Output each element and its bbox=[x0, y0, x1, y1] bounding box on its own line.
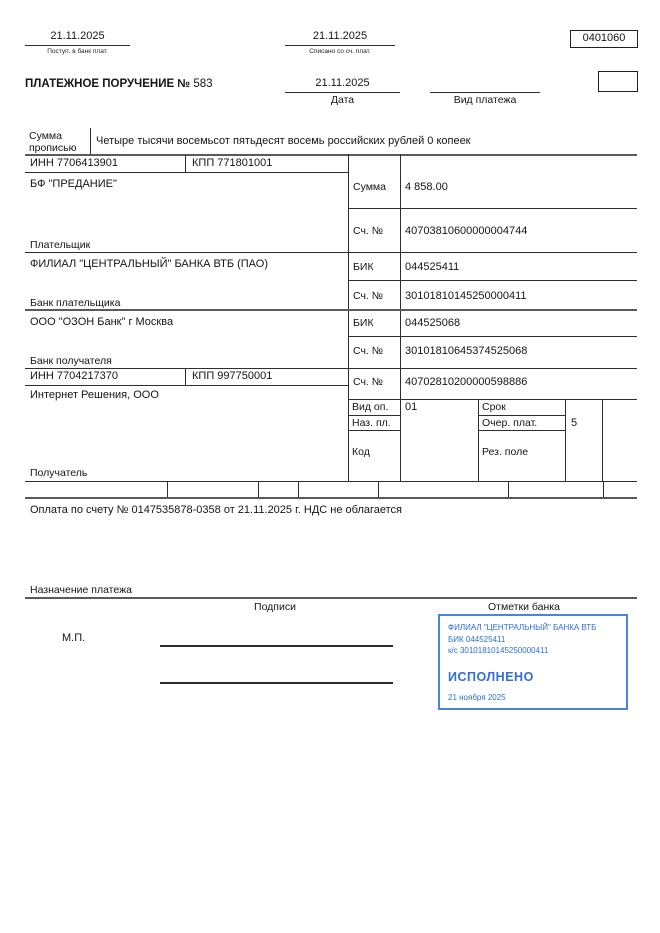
table-line bbox=[298, 481, 299, 497]
table-line bbox=[25, 385, 348, 386]
stamp-bank-name: ФИЛИАЛ "ЦЕНТРАЛЬНЫЙ" БАНКА ВТБ bbox=[448, 623, 597, 632]
debited-date: 21.11.2025 bbox=[312, 30, 368, 42]
table-line bbox=[508, 481, 509, 497]
payer-name: БФ "ПРЕДАНИЕ" bbox=[30, 178, 117, 190]
table-line bbox=[348, 336, 637, 337]
table-line bbox=[185, 155, 186, 172]
payer-inn: ИНН 7706413901 bbox=[30, 157, 119, 169]
signatures-label: Подписи bbox=[254, 601, 296, 613]
table-line bbox=[25, 252, 637, 253]
payee-bank-name: ООО "ОЗОН Банк" г Москва bbox=[30, 316, 174, 328]
table-line bbox=[348, 208, 637, 209]
table-line bbox=[25, 497, 637, 499]
op-type-value: 01 bbox=[405, 401, 418, 413]
payer-label: Плательщик bbox=[30, 239, 91, 251]
payee-account: 40702810200000598886 bbox=[405, 376, 528, 388]
table-line bbox=[348, 399, 637, 400]
reserve-field-label: Рез. поле bbox=[482, 446, 529, 458]
stamp-date: 21 ноября 2025 bbox=[448, 692, 506, 702]
form-code-box bbox=[570, 30, 638, 48]
table-line bbox=[478, 415, 565, 416]
table-line bbox=[258, 481, 259, 497]
priority-label: Очер. плат. bbox=[482, 417, 538, 429]
signature-line-1 bbox=[160, 645, 393, 647]
table-line bbox=[348, 430, 400, 431]
document-date-label: Дата bbox=[330, 94, 355, 106]
table-line bbox=[167, 481, 168, 497]
table-line bbox=[478, 430, 565, 431]
table-line bbox=[25, 309, 637, 311]
payee-inn: ИНН 7704217370 bbox=[30, 370, 119, 382]
amount-words-label: Сумма прописью bbox=[29, 130, 77, 155]
payee-account-label: Сч. № bbox=[353, 376, 384, 388]
table-line bbox=[602, 399, 603, 481]
received-date-label: Поступ. в банк плат. bbox=[47, 48, 108, 55]
payee-bank-account: 30101810645374525068 bbox=[405, 345, 528, 357]
amount-label: Сумма bbox=[353, 181, 386, 193]
term-label: Срок bbox=[482, 401, 506, 413]
bank-stamp bbox=[438, 614, 628, 710]
stamp-status: ИСПОЛНЕНО bbox=[448, 669, 534, 684]
table-line bbox=[25, 172, 348, 173]
payee-kpp: КПП 997750001 bbox=[192, 370, 273, 382]
amount-words-value: Четыре тысячи восемьсот пятьдесят восемь российских рублей 0 копеек bbox=[96, 135, 471, 147]
document-title-text: ПЛАТЕЖНОЕ ПОРУЧЕНИЕ № bbox=[25, 78, 191, 90]
payer-bank-name: ФИЛИАЛ "ЦЕНТРАЛЬНЫЙ" БАНКА ВТБ (ПАО) bbox=[30, 258, 268, 270]
document-number: 583 bbox=[193, 78, 213, 90]
received-date-underline bbox=[25, 45, 130, 46]
document-date-underline bbox=[285, 92, 400, 93]
priority-value: 5 bbox=[571, 417, 578, 429]
table-line bbox=[25, 597, 637, 599]
amount-words-divider bbox=[90, 128, 91, 156]
debited-date-underline bbox=[285, 45, 395, 46]
bank-marks-label: Отметки банка bbox=[488, 601, 560, 613]
payee-bank-bik: 044525068 bbox=[405, 317, 461, 329]
table-line bbox=[25, 481, 637, 482]
table-line bbox=[565, 399, 566, 481]
table-line bbox=[348, 154, 349, 481]
table-line bbox=[185, 368, 186, 385]
document-title bbox=[25, 78, 213, 91]
payee-bank-bik-label: БИК bbox=[353, 317, 374, 329]
table-line bbox=[348, 280, 637, 281]
table-line bbox=[378, 481, 379, 497]
code-label: Код bbox=[352, 446, 370, 458]
table-line bbox=[478, 399, 479, 481]
stamp-bik: БИК 044525411 bbox=[448, 634, 506, 644]
payee-label: Получатель bbox=[30, 467, 88, 479]
payee-bank-label: Банк получателя bbox=[30, 355, 112, 367]
table-line bbox=[348, 415, 400, 416]
op-type-label: Вид оп. bbox=[352, 401, 389, 413]
payment-type-label: Вид платежа bbox=[453, 94, 517, 106]
mp-seal-label: М.П. bbox=[62, 632, 86, 644]
payer-kpp: КПП 771801001 bbox=[192, 157, 273, 169]
document-date: 21.11.2025 bbox=[315, 77, 370, 89]
payer-bank-bik-label: БИК bbox=[353, 261, 374, 273]
purpose-code-label: Наз. пл. bbox=[352, 417, 391, 429]
payment-purpose-label: Назначение платежа bbox=[30, 584, 132, 596]
payer-bank-label: Банк плательщика bbox=[30, 297, 121, 309]
form-code: 0401060 bbox=[582, 32, 626, 44]
stamp-corr-account: к/с 30101810145250000411 bbox=[448, 646, 549, 656]
table-line bbox=[25, 368, 637, 369]
table-line bbox=[400, 154, 401, 481]
payment-purpose-text: Оплата по счету № 0147535878-0358 от 21.11.2025 г. НДС не облагается bbox=[30, 504, 402, 516]
payee-bank-account-label: Сч. № bbox=[353, 345, 384, 357]
table-line bbox=[25, 154, 637, 156]
payer-bank-bik: 044525411 bbox=[405, 261, 460, 273]
amount-value: 4 858.00 bbox=[405, 181, 448, 193]
received-date: 21.11.2025 bbox=[50, 30, 105, 42]
payment-type-underline bbox=[430, 92, 540, 93]
table-line bbox=[603, 481, 604, 497]
payer-bank-account: 30101810145250000411 bbox=[405, 290, 527, 302]
payment-type-box bbox=[598, 71, 638, 92]
debited-date-label: Списано со сч. плат. bbox=[309, 48, 371, 55]
signature-line-2 bbox=[160, 682, 393, 684]
payee-name: Интернет Решения, ООО bbox=[30, 389, 159, 401]
payer-bank-account-label: Сч. № bbox=[353, 290, 384, 302]
payer-account: 40703810600000004744 bbox=[405, 225, 528, 237]
payer-account-label: Сч. № bbox=[353, 225, 384, 237]
